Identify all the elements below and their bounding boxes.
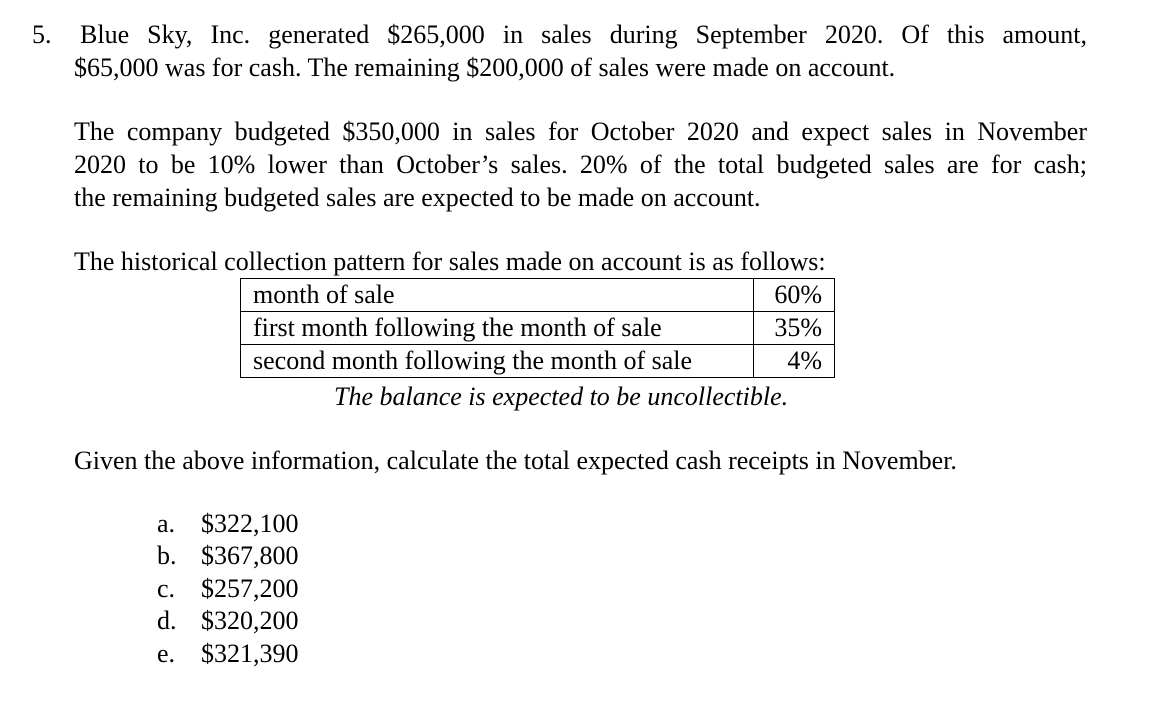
option-value: $257,200 <box>201 573 299 603</box>
option-letter: b. <box>157 541 177 571</box>
intro-text-line-2: $65,000 was for cash. The remaining $200,000 of sales were made on account. <box>74 53 896 82</box>
pattern-label: month of sale <box>241 279 754 312</box>
table-row <box>241 312 835 345</box>
option-letter: e. <box>157 638 176 668</box>
budget-text-line-3: the remaining budgeted sales are expected to be made on account. <box>74 183 761 212</box>
pattern-label: second month following the month of sale <box>241 345 754 378</box>
answer-option-e[interactable] <box>157 638 299 670</box>
question-number: 5. <box>32 20 52 49</box>
pattern-label: first month following the month of sale <box>241 312 754 345</box>
pattern-note: The balance is expected to be uncollectible. <box>334 382 789 411</box>
pattern-percent: 4% <box>754 345 835 378</box>
table-row <box>241 279 835 312</box>
table-row <box>241 345 835 378</box>
answer-option-b[interactable] <box>157 540 299 572</box>
answer-option-d[interactable] <box>157 605 299 637</box>
question-prompt <box>74 444 1087 477</box>
intro-text-line-1: Blue Sky, Inc. generated $265,000 in sales during September 2020. Of this amount, <box>80 20 1087 49</box>
option-letter: d. <box>157 606 177 636</box>
pattern-percent: 60% <box>754 279 835 312</box>
option-value: $322,100 <box>201 509 299 538</box>
answer-option-c[interactable] <box>157 573 299 605</box>
option-value: $367,800 <box>201 541 299 571</box>
option-value: $321,390 <box>201 638 299 668</box>
option-letter: c. <box>157 573 176 603</box>
budget-paragraph <box>74 115 1087 214</box>
pattern-percent: 35% <box>754 312 835 345</box>
pattern-intro-text: The historical collection pattern for sales made on account is as follows: <box>74 247 826 276</box>
answer-options <box>157 508 299 670</box>
collection-pattern-table <box>240 278 835 378</box>
option-letter: a. <box>157 509 176 538</box>
question-prompt-text: Given the above information, calculate the total expected cash receipts in November. <box>74 446 957 475</box>
option-value: $320,200 <box>201 606 299 636</box>
pattern-intro <box>74 245 1087 278</box>
budget-text-line-1: The company budgeted $350,000 in sales for October 2020 and expect sales in November <box>74 117 1087 146</box>
answer-option-a[interactable] <box>157 508 299 540</box>
budget-text-line-2: 2020 to be 10% lower than October’s sales. 20% of the total budgeted sales are for cash; <box>74 150 1087 179</box>
